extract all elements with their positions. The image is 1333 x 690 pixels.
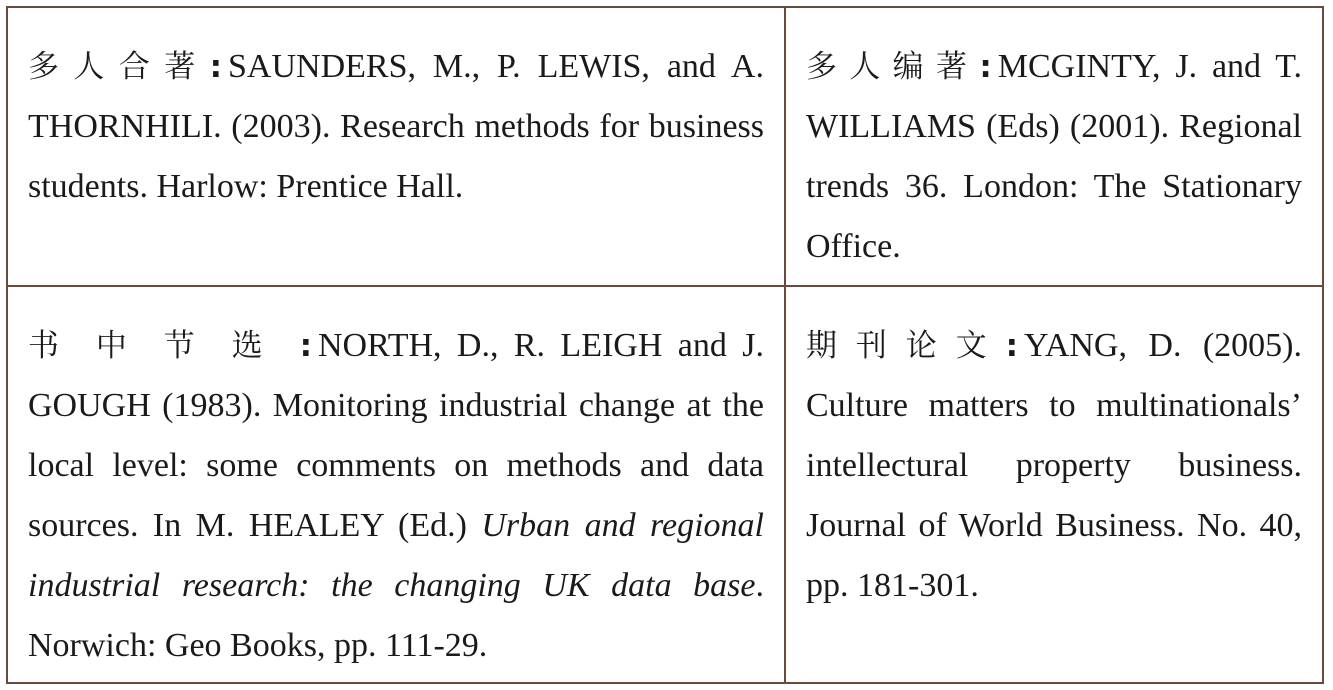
reference-text-end: . Norwich: Geo Books, pp. 111-29. — [28, 567, 764, 664]
reference-type-label: 期刊论文 — [806, 328, 1006, 364]
reference-format-table — [6, 6, 1324, 684]
reference-type-label: 多人合著 — [28, 49, 210, 85]
reference-cell-multi-editor — [786, 8, 1322, 287]
label-colon: : — [299, 328, 312, 364]
reference-type-label: 多人编著 — [806, 49, 980, 85]
label-colon: : — [1005, 328, 1019, 364]
reference-entry — [806, 316, 1302, 616]
reference-text: YANG, D. (2005). Culture matters to multinationals’ intellectural property business. Journal of World Business. No. 40, pp. 181-301. — [806, 327, 1302, 604]
label-colon: : — [209, 49, 223, 85]
reference-text: MCGINTY, J. and T. WILLIAMS (Eds) (2001). Regional trends 36. London: The Stationary Office. — [806, 48, 1303, 265]
reference-entry — [28, 37, 764, 217]
reference-cell-multi-author — [8, 8, 786, 287]
reference-cell-journal-article — [786, 287, 1322, 682]
reference-entry — [806, 37, 1302, 277]
reference-book-title: Urban and regional industrial research: the changing UK data base — [28, 507, 765, 604]
reference-type-label: 书中节选 — [28, 328, 300, 364]
reference-text: NORTH, D., R. LEIGH and J. GOUGH (1983). Monitoring industrial change at the local level: some comments on methods and data sources. In M. HEALEY (Ed.) — [28, 327, 764, 544]
reference-cell-book-chapter — [8, 287, 786, 682]
label-colon: : — [979, 49, 992, 85]
reference-entry — [28, 316, 764, 676]
reference-text: SAUNDERS, M., P. LEWIS, and A. THORNHILI. (2003). Research methods for business students. Harlow: Prentice Hall. — [28, 48, 765, 205]
